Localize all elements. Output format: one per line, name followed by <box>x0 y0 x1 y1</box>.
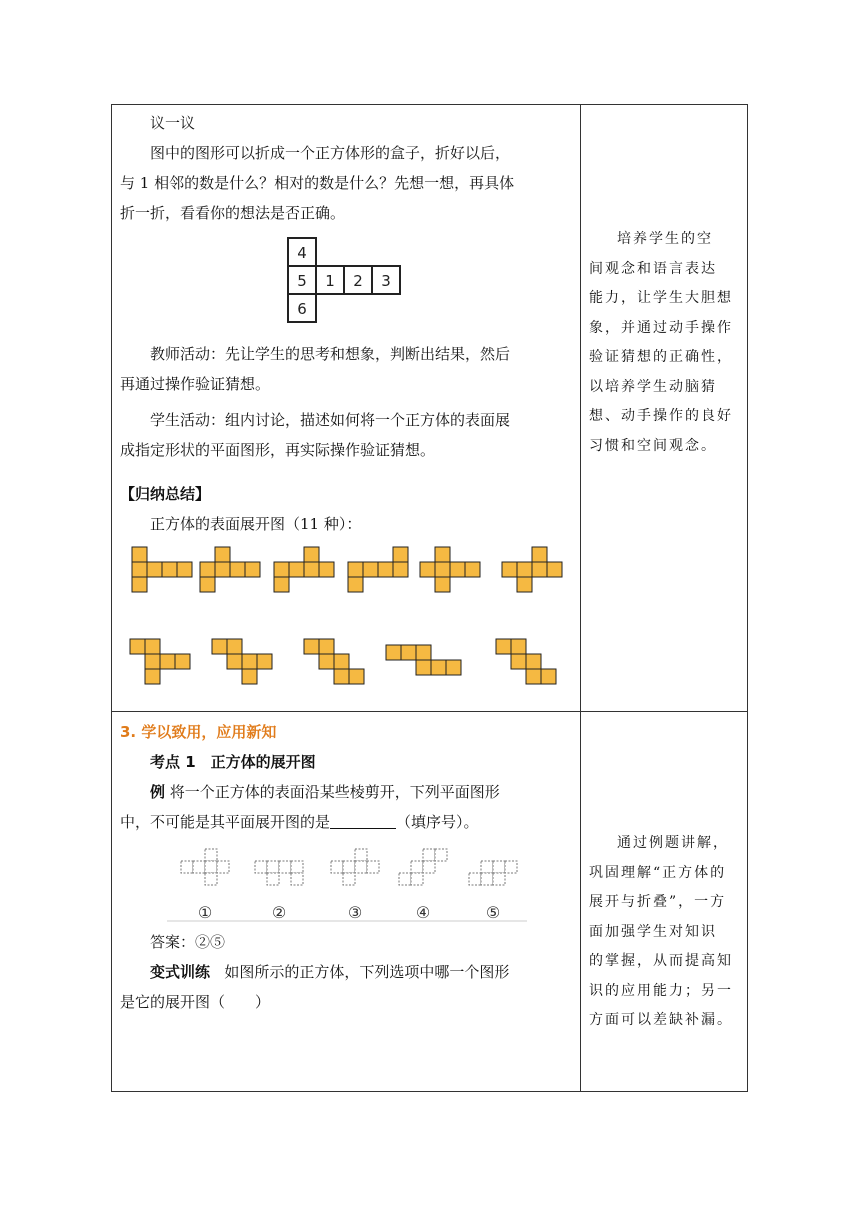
net-cell <box>416 645 431 660</box>
net-cell <box>435 562 450 577</box>
net-cell <box>334 654 349 669</box>
net-cell <box>547 562 562 577</box>
option-cell <box>355 849 367 861</box>
answer-blank <box>330 812 396 829</box>
net-cell <box>130 639 145 654</box>
option-cell <box>291 873 303 885</box>
option-cell <box>367 861 379 873</box>
net-cell <box>363 562 378 577</box>
note1-line-3: 能力，让学生大胆想 <box>589 290 733 306</box>
question-line-2: 与 1 相邻的数是什么？相对的数是什么？先想一想，再具体 <box>120 174 515 192</box>
note2-line-3: 展开与折叠”，一方 <box>589 894 727 910</box>
section-heading: 3. 学以致用，应用新知 <box>120 723 277 741</box>
option-cell <box>493 861 505 873</box>
option-cell <box>435 849 447 861</box>
net-number-4: 4 <box>297 244 307 262</box>
option-cell <box>181 861 193 873</box>
net-cell <box>349 669 364 684</box>
net-cell <box>215 562 230 577</box>
net-cell <box>289 562 304 577</box>
net-cell <box>511 654 526 669</box>
note2-line-7: 方面可以差缺补漏。 <box>589 1012 733 1028</box>
numbered-cube-net-figure <box>287 237 403 323</box>
net-cell <box>230 562 245 577</box>
option-label-1: ① <box>197 903 213 922</box>
option-net-2 <box>255 861 303 885</box>
student-activity-line-1: 学生活动：组内讨论，描述如何将一个正方体的表面展 <box>150 411 511 429</box>
net-number-2: 2 <box>353 272 363 290</box>
net-cell <box>526 654 541 669</box>
net-cell <box>517 577 532 592</box>
option-net-4 <box>399 849 447 885</box>
note2-line-6: 识的应用能力；另一 <box>589 982 733 999</box>
option-cell <box>291 861 303 873</box>
option-cell <box>355 861 367 873</box>
net-cell <box>435 577 450 592</box>
note1-line-7: 想、动手操作的良好 <box>589 408 733 424</box>
net-cell <box>132 577 147 592</box>
cube-net-9 <box>304 639 364 684</box>
option-cell <box>481 873 493 885</box>
net-cell <box>435 547 450 562</box>
net-cell <box>145 639 160 654</box>
option-cell <box>469 873 481 885</box>
net-cell <box>496 639 511 654</box>
cube-net-1 <box>132 547 192 592</box>
example-text-1: 将一个正方体的表面沿某些棱剪开，下列平面图形 <box>169 783 500 801</box>
row-divider <box>112 711 747 712</box>
cube-net-8 <box>212 639 272 684</box>
summary-text: 正方体的表面展开图（11 种）： <box>150 515 362 533</box>
net-cell <box>245 562 260 577</box>
net-number-6: 6 <box>297 300 307 318</box>
option-cell <box>217 861 229 873</box>
note2-line-2: 巩固理解“正方体的 <box>589 864 727 881</box>
question-line-1: 图中的图形可以折成一个正方体形的盒子，折好以后， <box>150 144 511 162</box>
student-activity-line-2: 成指定形状的平面图形，再实际操作验证猜想。 <box>120 441 436 459</box>
net-cell <box>304 547 319 562</box>
cube-net-7 <box>130 639 190 684</box>
variant-line-1 <box>120 957 572 987</box>
variant-line-2: 是它的展开图（ ） <box>120 993 271 1011</box>
net-cell <box>145 669 160 684</box>
summary-block <box>112 479 580 539</box>
net-cell <box>416 660 431 675</box>
option-label-4: ④ <box>415 903 431 922</box>
net-cell <box>541 669 556 684</box>
option-cell <box>423 849 435 861</box>
note1-line-1: 培养学生的空 <box>617 231 713 247</box>
net-cell <box>200 577 215 592</box>
net-cell <box>304 562 319 577</box>
net-cell <box>378 562 393 577</box>
eleven-cube-nets-figure <box>122 539 572 689</box>
cube-net-6 <box>502 547 562 592</box>
net-cell <box>517 562 532 577</box>
note2-line-4: 面加强学生对知识 <box>589 923 717 940</box>
net-cell <box>304 639 319 654</box>
option-label-5: ⑤ <box>485 903 501 922</box>
net-cell <box>319 654 334 669</box>
option-cell <box>255 861 267 873</box>
net-cell <box>257 654 272 669</box>
net-cell <box>274 562 289 577</box>
net-cell <box>200 562 215 577</box>
option-net-3 <box>331 849 379 885</box>
note1-line-4: 象，并通过动手操作 <box>589 319 733 336</box>
option-cell <box>267 861 279 873</box>
cube-net-11 <box>496 639 556 684</box>
net-cell <box>334 669 349 684</box>
net-cell <box>215 547 230 562</box>
net-cell <box>175 654 190 669</box>
note1-line-6: 以培养学生动脑猜 <box>589 378 717 395</box>
cube-net-10 <box>386 645 461 675</box>
variant-label: 变式训练 <box>150 963 211 981</box>
activities-block <box>112 339 580 465</box>
option-cell <box>411 873 423 885</box>
net-cell <box>532 562 547 577</box>
net-cell <box>274 577 289 592</box>
net-cell <box>242 654 257 669</box>
net-cell <box>177 562 192 577</box>
net-cell <box>393 547 408 562</box>
net-cell <box>431 660 446 675</box>
lesson-table <box>111 104 748 1092</box>
net-number-1: 1 <box>325 272 335 290</box>
option-cell <box>505 861 517 873</box>
net-cell <box>502 562 517 577</box>
option-cell <box>331 861 343 873</box>
net-cell <box>446 660 461 675</box>
net-cell <box>212 639 227 654</box>
example-option-nets-figure <box>167 841 537 923</box>
option-net-1 <box>181 849 229 885</box>
net-cell <box>132 547 147 562</box>
note1-line-8: 习惯和空间观念。 <box>589 437 717 454</box>
cube-net-5 <box>420 547 480 592</box>
option-cell <box>343 861 355 873</box>
net-cell <box>526 669 541 684</box>
option-label-2: ② <box>271 903 287 922</box>
net-number-3: 3 <box>381 272 391 290</box>
note1-line-5: 验证猜想的正确性， <box>589 349 733 365</box>
option-cell <box>193 861 205 873</box>
row2-content-cell <box>112 717 580 837</box>
net-cell <box>511 639 526 654</box>
discuss-title: 议一议 <box>150 114 196 132</box>
net-cell <box>147 562 162 577</box>
net-cell <box>348 562 363 577</box>
summary-title: 【归纳总结】 <box>120 485 211 503</box>
option-cell <box>267 873 279 885</box>
option-cell <box>493 873 505 885</box>
net-cell <box>420 562 435 577</box>
cube-net-3 <box>274 547 334 592</box>
net-cell <box>348 577 363 592</box>
row1-note-cell <box>581 225 747 461</box>
note2-line-5: 的掌握，从而提高知 <box>589 953 733 969</box>
cube-net-4 <box>348 547 408 592</box>
option-net-5 <box>469 861 517 885</box>
option-cell <box>411 861 423 873</box>
option-cell <box>399 873 411 885</box>
topic-title: 考点 1 正方体的展开图 <box>150 753 316 771</box>
example-label: 例 <box>150 783 166 801</box>
teacher-activity-line-2: 再通过操作验证猜想。 <box>120 375 271 393</box>
answer-text: 答案：②⑤ <box>150 933 226 951</box>
cube-net-2 <box>200 547 260 592</box>
net-cell <box>386 645 401 660</box>
net-cell <box>162 562 177 577</box>
net-cell <box>319 639 334 654</box>
net-cell <box>160 654 175 669</box>
option-cell <box>205 849 217 861</box>
option-cell <box>343 873 355 885</box>
example-text-2b: （填序号）。 <box>396 813 479 831</box>
question-line-3: 折一折，看看你的想法是否正确。 <box>120 204 346 222</box>
option-cell <box>205 873 217 885</box>
net-cell <box>242 669 257 684</box>
option-label-3: ③ <box>347 903 363 922</box>
note1-line-2: 间观念和语言表达 <box>589 260 717 277</box>
teacher-activity-line-1: 教师活动：先让学生的思考和想象，判断出结果，然后 <box>150 345 511 363</box>
net-cell <box>227 639 242 654</box>
option-cell <box>423 861 435 873</box>
net-number-5: 5 <box>297 272 307 290</box>
example-line-1 <box>120 777 572 807</box>
net-cell <box>227 654 242 669</box>
net-cell <box>319 562 334 577</box>
option-cell <box>481 861 493 873</box>
option-cell <box>279 861 291 873</box>
row1-content-cell <box>112 108 580 228</box>
net-cell <box>132 562 147 577</box>
net-cell <box>145 654 160 669</box>
net-cell <box>401 645 416 660</box>
net-cell <box>393 562 408 577</box>
net-cell <box>450 562 465 577</box>
net-cell <box>465 562 480 577</box>
example-text-2a: 中，不可能是其平面展开图的是 <box>120 813 331 831</box>
note2-line-1: 通过例题讲解， <box>617 835 729 851</box>
example-line-2 <box>120 807 572 837</box>
net-cell <box>532 547 547 562</box>
answer-block <box>112 927 580 1017</box>
variant-text-1: 如图所示的正方体，下列选项中哪一个图形 <box>224 963 510 981</box>
row2-note-cell <box>581 829 747 1036</box>
option-cell <box>205 861 217 873</box>
